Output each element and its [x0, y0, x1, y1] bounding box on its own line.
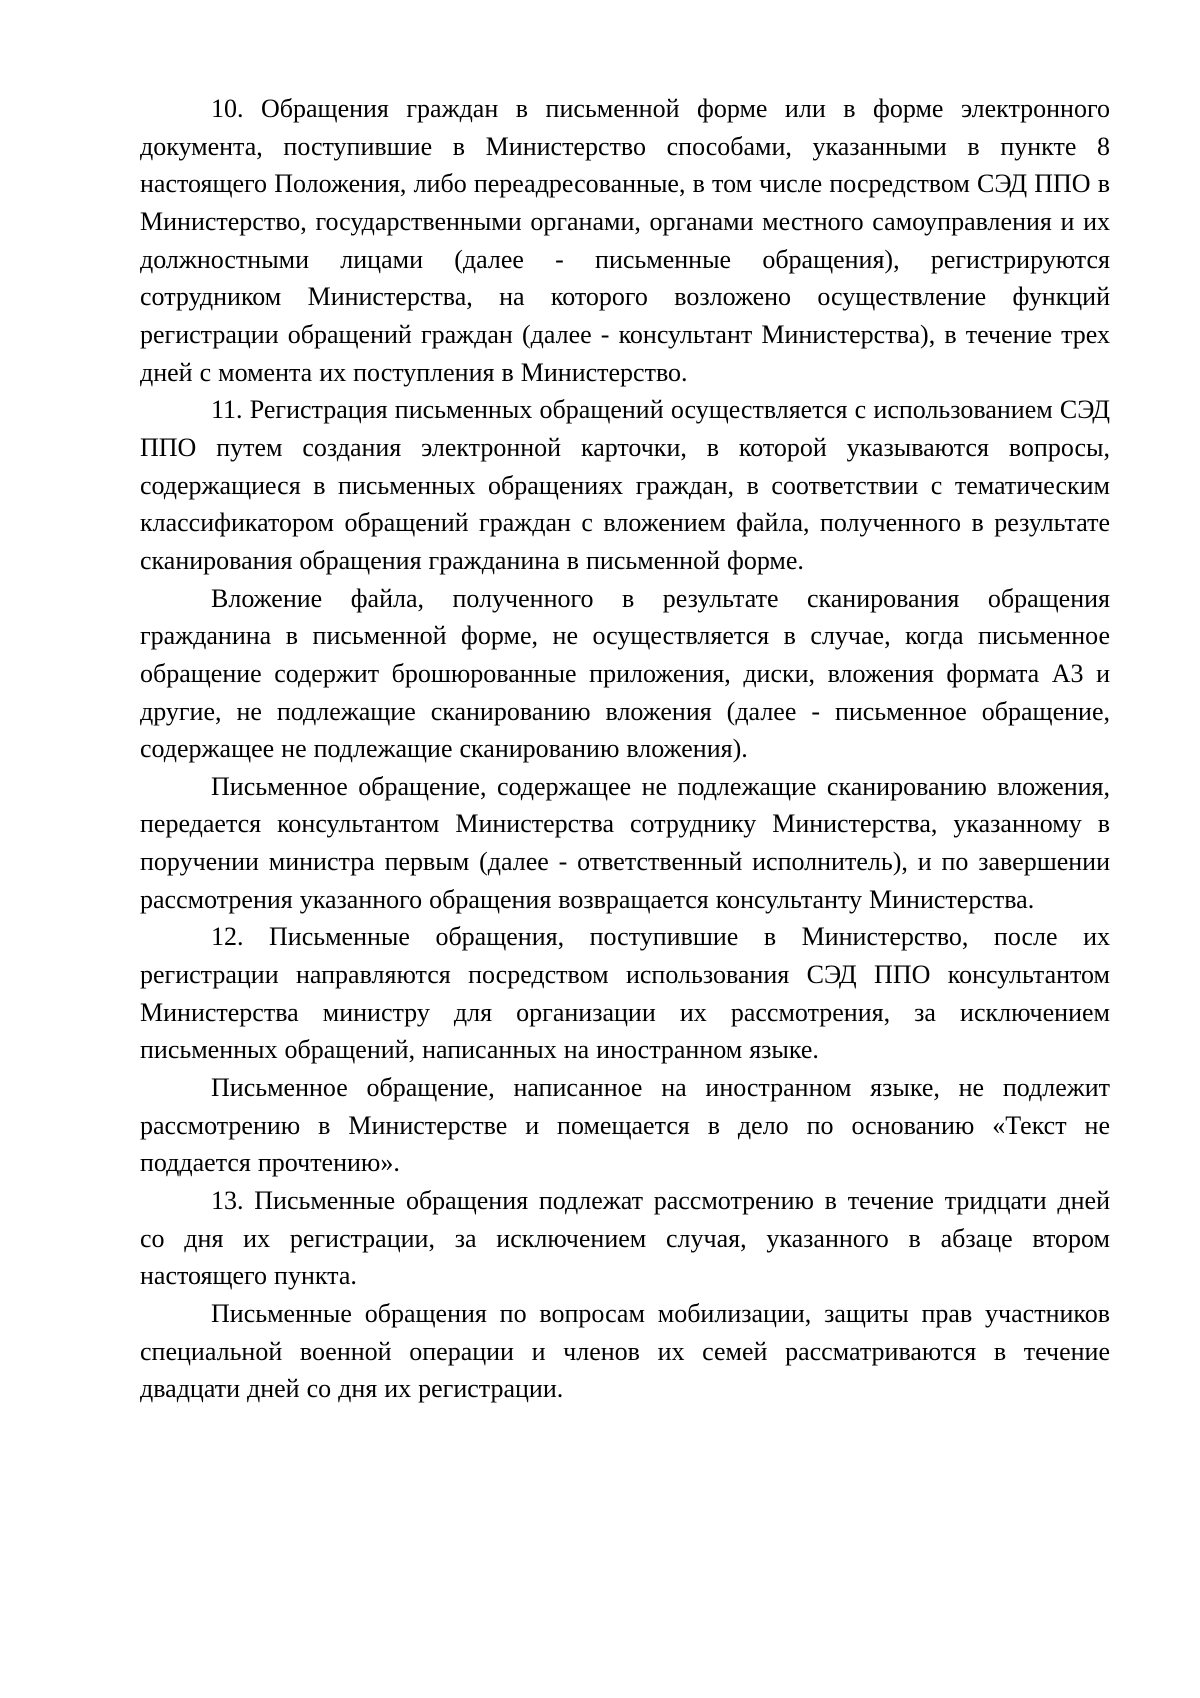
paragraph-12-sub-1: Письменное обращение, написанное на иностранном языке, не подлежит рассмотрению в Министерстве и помещается в дело по основанию «Текст не поддается прочтению». — [140, 1073, 1110, 1178]
paragraph-13: 13. Письменные обращения подлежат рассмотрению в течение тридцати дней со дня их регистрации, за исключением случая, указанного в абзаце втором настоящего пункта. — [140, 1186, 1110, 1291]
paragraph-12: 12. Письменные обращения, поступившие в Министерство, после их регистрации направляются посредством использования СЭД ППО консультантом Министерства министру для организации их рассмотрения, за исключением письменных обращений, написанных на иностранном языке. — [140, 922, 1110, 1065]
paragraph-13-sub-1: Письменные обращения по вопросам мобилизации, защиты прав участников специальной военной операции и членов их семей рассматриваются в течение двадцати дней со дня их регистрации. — [140, 1299, 1110, 1404]
paragraph-11-sub-2: Письменное обращение, содержащее не подлежащие сканированию вложения, передается консультантом Министерства сотруднику Министерства, указанному в поручении министра первым (далее - ответственный исполнитель), и по завершении рассмотрения указанного обращения возвращается консультанту Министерства. — [140, 771, 1110, 914]
document-text-block — [140, 90, 1110, 1408]
paragraph-11-sub-1: Вложение файла, полученного в результате сканирования обращения гражданина в письменной форме, не осуществляется в случае, когда письменное обращение содержит брошюрованные приложения, диски, вложения формата А3 и другие, не подлежащие сканированию вложения (далее - письменное обращение, содержащее не подлежащие сканированию вложения). — [140, 583, 1110, 764]
paragraph-11: 11. Регистрация письменных обращений осуществляется с использованием СЭД ППО путем создания электронной карточки, в которой указываются вопросы, содержащиеся в письменных обращениях граждан, в соответствии с тематическим классификатором обращений граждан с вложением файла, полученного в результате сканирования обращения гражданина в письменной форме. — [140, 395, 1110, 575]
paragraph-10: 10. Обращения граждан в письменной форме или в форме электронного документа, поступившие в Министерство способами, указанными в пункте 8 настоящего Положения, либо переадресованные, в том числе посредством СЭД ППО в Министерство, государственными органами, органами местного самоуправления и их должностными лицами (далее - письменные обращения), регистрируются сотрудником Министерства, на которого возложено осуществление функций регистрации обращений граждан (далее - консультант Министерства), в течение трех дней с момента их поступления в Министерство. — [140, 94, 1110, 387]
